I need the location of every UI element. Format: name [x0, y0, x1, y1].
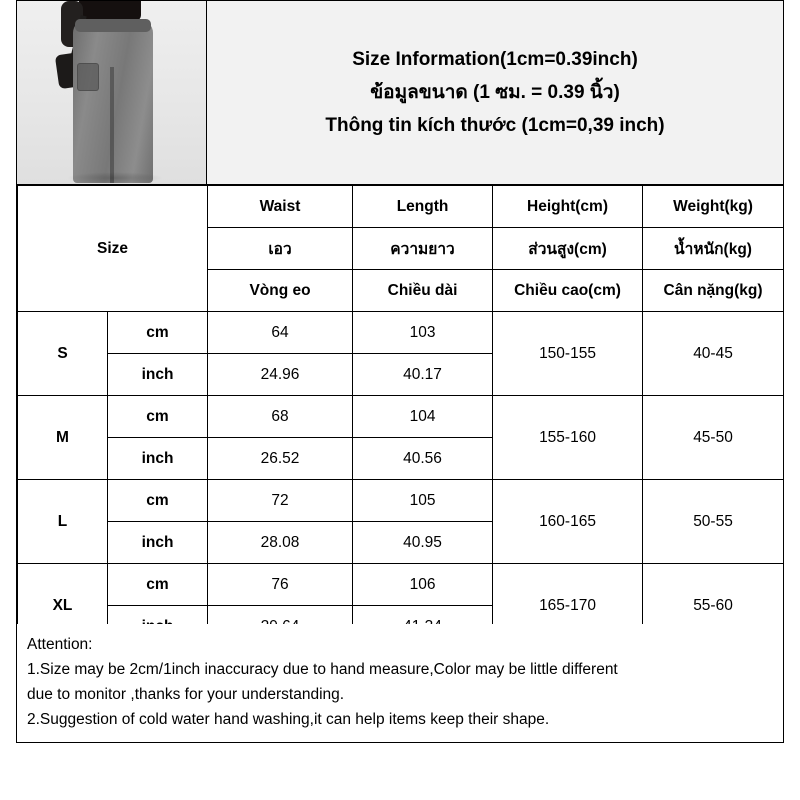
xl-weight: 55-60 [643, 564, 784, 648]
col-header-height-vi: Chiều cao(cm) [493, 270, 643, 312]
attention-heading: Attention: [27, 636, 93, 653]
col-header-weight-en: Weight(kg) [643, 186, 784, 228]
col-header-length-vi: Chiều dài [353, 270, 493, 312]
table-row [18, 312, 784, 354]
col-header-waist-vi: Vòng eo [208, 270, 353, 312]
title-line-en: Size Information(1cm=0.39inch) [352, 49, 638, 70]
size-word-cell: Size [18, 186, 208, 312]
s-length-inch: 40.17 [353, 354, 493, 396]
product-photo [17, 1, 207, 184]
attention-line-3: 2.Suggestion of cold water hand washing,it can help items keep their shape. [27, 711, 550, 728]
title-line-vi: Thông tin kích thước (1cm=0,39 inch) [325, 115, 665, 136]
m-length-inch: 40.56 [353, 438, 493, 480]
table-row [18, 480, 784, 522]
col-header-height-en: Height(cm) [493, 186, 643, 228]
s-length-cm: 103 [353, 312, 493, 354]
l-height: 160-165 [493, 480, 643, 564]
col-header-weight-vi: Cân nặng(kg) [643, 270, 784, 312]
s-waist-inch: 24.96 [208, 354, 353, 396]
m-waist-inch: 26.52 [208, 438, 353, 480]
l-weight: 50-55 [643, 480, 784, 564]
cargo-pocket [77, 63, 99, 91]
m-length-cm: 104 [353, 396, 493, 438]
unit-cm: cm [108, 564, 208, 606]
xl-height: 165-170 [493, 564, 643, 648]
col-header-length-th: ความยาว [353, 228, 493, 270]
unit-inch: inch [108, 438, 208, 480]
pants-waistband [75, 19, 151, 32]
size-chart [16, 0, 784, 648]
col-header-length-en: Length [353, 186, 493, 228]
l-waist-inch: 28.08 [208, 522, 353, 564]
s-weight: 40-45 [643, 312, 784, 396]
attention-line-1: 1.Size may be 2cm/1inch inaccuracy due to hand measure,Color may be little different [27, 661, 618, 678]
l-length-cm: 105 [353, 480, 493, 522]
unit-cm: cm [108, 396, 208, 438]
model-crop-top [79, 1, 141, 21]
cargo-pants [73, 19, 153, 183]
attention-block [16, 624, 784, 743]
floor-shadow [67, 172, 163, 184]
chart-title-block [207, 1, 783, 184]
chart-header [17, 1, 783, 185]
row-size-s: S [18, 312, 108, 396]
m-waist-cm: 68 [208, 396, 353, 438]
unit-inch: inch [108, 522, 208, 564]
measurements-table [17, 185, 784, 648]
m-weight: 45-50 [643, 396, 784, 480]
row-size-l: L [18, 480, 108, 564]
row-size-m: M [18, 396, 108, 480]
col-header-weight-th: น้ำหนัก(kg) [643, 228, 784, 270]
l-length-inch: 40.95 [353, 522, 493, 564]
attention-line-2: due to monitor ,thanks for your understanding. [27, 686, 345, 703]
s-waist-cm: 64 [208, 312, 353, 354]
unit-inch: inch [108, 354, 208, 396]
row-size-xl: XL [18, 564, 108, 648]
l-waist-cm: 72 [208, 480, 353, 522]
xl-length-cm: 106 [353, 564, 493, 606]
s-height: 150-155 [493, 312, 643, 396]
table-row [18, 396, 784, 438]
col-header-waist-th: เอว [208, 228, 353, 270]
title-line-th: ข้อมูลขนาด (1 ซม. = 0.39 นิ้ว) [370, 82, 620, 103]
unit-cm: cm [108, 312, 208, 354]
col-header-height-th: ส่วนสูง(cm) [493, 228, 643, 270]
header-row-en [18, 186, 784, 228]
unit-cm: cm [108, 480, 208, 522]
m-height: 155-160 [493, 396, 643, 480]
xl-waist-cm: 76 [208, 564, 353, 606]
table-row [18, 564, 784, 606]
col-header-waist-en: Waist [208, 186, 353, 228]
